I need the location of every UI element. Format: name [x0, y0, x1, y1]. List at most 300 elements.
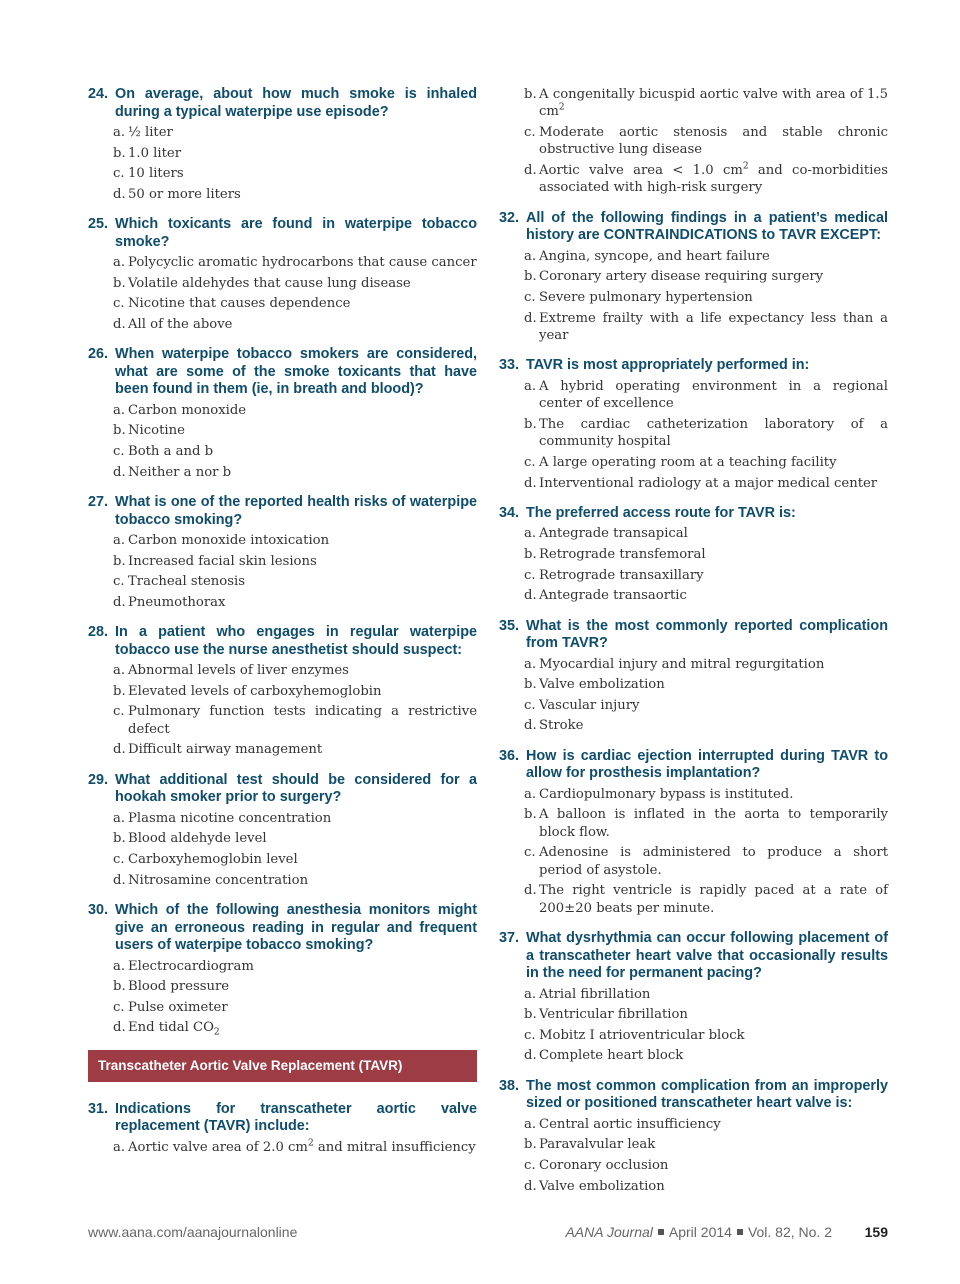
option-text	[539, 475, 888, 492]
option-text-main: Aortic valve area < 1.0 cm	[539, 163, 743, 178]
option-text-main: Carbon monoxide	[128, 402, 247, 418]
answer-options	[88, 402, 477, 481]
answer-options	[88, 124, 477, 203]
option-text-main: Extreme frailty with a life expectancy less than a year	[539, 310, 888, 343]
answer-option	[524, 567, 888, 584]
answer-option	[113, 464, 477, 481]
answer-option	[113, 594, 477, 611]
answer-option	[524, 454, 888, 471]
answer-option	[524, 1116, 888, 1133]
option-letter: c.	[524, 125, 536, 140]
option-text-main: Nicotine that causes dependence	[128, 296, 351, 312]
option-text	[128, 851, 477, 868]
answer-option	[524, 1027, 888, 1044]
option-letter: c.	[524, 845, 536, 861]
answer-options	[499, 378, 888, 492]
answer-options	[499, 86, 888, 197]
option-text	[539, 546, 888, 563]
answer-option	[113, 810, 477, 827]
option-letter: b.	[524, 807, 537, 823]
answer-option	[113, 958, 477, 975]
answer-option	[524, 86, 888, 121]
option-text	[128, 165, 477, 182]
question-text: What additional test should be considered for a hookah smoker prior to surgery?	[115, 771, 477, 806]
option-text-main: A large operating room at a teaching facility	[539, 454, 837, 470]
question-heading	[88, 86, 477, 121]
answer-option	[524, 1136, 888, 1153]
option-letter: a.	[113, 810, 126, 826]
question-block	[88, 494, 477, 611]
option-text	[128, 532, 477, 549]
option-letter: c.	[524, 1158, 536, 1174]
answer-option	[524, 676, 888, 693]
option-letter: d.	[524, 718, 537, 734]
option-letter: a.	[524, 378, 537, 394]
journal-name: AANA Journal	[565, 1224, 653, 1240]
question-block	[499, 748, 888, 917]
option-text	[128, 703, 477, 738]
option-letter: c.	[113, 999, 125, 1015]
option-letter: a.	[113, 663, 126, 679]
option-text-main: Plasma nicotine concentration	[128, 810, 332, 826]
question-number: 38.	[499, 1077, 520, 1094]
answer-option	[524, 525, 888, 542]
question-heading	[88, 494, 477, 529]
option-letter: d.	[113, 316, 126, 332]
option-text	[128, 275, 477, 292]
question-heading	[88, 216, 477, 251]
answer-options	[499, 248, 888, 345]
option-text-main: 1.0 liter	[128, 145, 182, 161]
answer-option	[113, 422, 477, 439]
option-text-main: Carbon monoxide intoxication	[128, 533, 330, 549]
question-text: What is one of the reported health risks of waterpipe tobacco smoking?	[115, 494, 477, 528]
answer-option	[113, 553, 477, 570]
answer-option	[113, 532, 477, 549]
answer-option	[524, 1047, 888, 1064]
option-text-main: Valve embolization	[539, 677, 665, 693]
question-block	[499, 618, 888, 735]
option-text-main: Central aortic insufficiency	[539, 1116, 721, 1132]
answer-options	[88, 810, 477, 889]
option-letter: d.	[113, 594, 126, 610]
option-text	[128, 422, 477, 439]
option-text-main: Pulse oximeter	[128, 999, 228, 1015]
option-text-main: Mobitz I atrioventricular block	[539, 1027, 745, 1043]
option-text	[128, 145, 477, 162]
option-text	[128, 683, 477, 700]
option-text-main: Moderate aortic stenosis and stable chronic obstructive lung disease	[539, 125, 888, 158]
right-column	[499, 86, 888, 1208]
option-letter: c.	[524, 567, 536, 583]
option-text-main: The right ventricle is rapidly paced at a rate of 200±20 beats per minute.	[539, 883, 888, 916]
answer-option	[113, 851, 477, 868]
option-text	[128, 553, 477, 570]
question-block	[88, 902, 477, 1037]
option-letter: b.	[524, 677, 537, 693]
question-number: 37.	[499, 930, 520, 947]
option-text-main: Adenosine is administered to produce a short period of asystole.	[539, 845, 888, 878]
option-text	[539, 676, 888, 693]
question-heading	[88, 772, 477, 807]
option-text	[539, 567, 888, 584]
option-letter: c.	[113, 704, 125, 720]
answer-option	[113, 186, 477, 203]
option-text-main: Pulmonary function tests indicating a restrictive defect	[128, 704, 477, 737]
option-letter: b.	[524, 1137, 537, 1153]
question-number: 36.	[499, 747, 520, 764]
question-block	[499, 1078, 888, 1195]
option-text-main: Angina, syncope, and heart failure	[539, 248, 770, 264]
question-heading	[499, 618, 888, 653]
answer-option	[113, 872, 477, 889]
option-text	[539, 656, 888, 673]
option-letter: b.	[113, 831, 126, 847]
option-letter: a.	[113, 255, 126, 271]
option-text	[539, 1006, 888, 1023]
option-text-main: All of the above	[128, 316, 233, 332]
answer-options	[88, 662, 477, 759]
answer-option	[113, 443, 477, 460]
answer-option	[113, 275, 477, 292]
option-letter: b.	[113, 423, 126, 439]
question-number: 26.	[88, 346, 109, 363]
footer-url[interactable]: www.aana.com/aanajournalonline	[88, 1224, 298, 1240]
option-text	[539, 1136, 888, 1153]
option-text-main: A congenitally bicuspid aortic valve with area of 1.5 cm	[539, 87, 888, 120]
superscript: 2	[742, 161, 749, 172]
answer-option	[524, 310, 888, 345]
option-text-main: Antegrade transapical	[539, 526, 688, 542]
superscript: 2	[558, 103, 565, 114]
question-block	[88, 216, 477, 333]
question-number: 28.	[88, 624, 109, 641]
answer-option	[524, 268, 888, 285]
option-text-main: Retrograde transfemoral	[539, 547, 706, 562]
square-bullet-icon	[658, 1229, 664, 1235]
option-text-main: Vascular injury	[539, 697, 640, 713]
answer-option	[524, 844, 888, 879]
answer-option	[113, 402, 477, 419]
answer-option	[113, 703, 477, 738]
option-text	[539, 697, 888, 714]
option-letter: b.	[524, 547, 537, 562]
page-number: 159	[864, 1224, 888, 1240]
question-block	[88, 86, 477, 203]
answer-options	[88, 532, 477, 611]
option-text	[539, 844, 888, 879]
option-text-main: Nitrosamine concentration	[128, 872, 309, 888]
option-letter: a.	[113, 533, 126, 549]
question-text: What dysrhythmia can occur following placement of a transcatheter heart valve that occasionally results in the need for permanent pacing?	[526, 930, 888, 982]
option-letter: a.	[113, 1139, 126, 1155]
question-block	[88, 624, 477, 759]
question-number: 35.	[499, 617, 520, 634]
option-text-main: Blood pressure	[128, 979, 230, 995]
option-text	[539, 289, 888, 306]
option-text-main: Both a and b	[128, 444, 214, 460]
option-text	[539, 1178, 888, 1195]
answer-option	[113, 316, 477, 333]
question-block	[88, 772, 477, 889]
option-text-main: 50 or more liters	[128, 186, 241, 202]
option-text-main: Paravalvular leak	[539, 1137, 656, 1153]
option-letter: d.	[524, 1178, 537, 1194]
question-heading	[88, 1101, 477, 1136]
option-letter: b.	[524, 87, 537, 102]
question-number: 32.	[499, 209, 520, 226]
option-text-main: Severe pulmonary hypertension	[539, 290, 753, 305]
answer-options	[499, 986, 888, 1065]
option-text-main: Electrocardiogram	[128, 958, 254, 974]
footer-citation	[565, 1224, 832, 1240]
option-text	[539, 124, 888, 159]
question-text: When waterpipe tobacco smokers are considered, what are some of the smoke toxicants that have been found in them (ie, in breath and blood)?	[115, 346, 477, 398]
option-letter: d.	[524, 883, 537, 899]
option-text	[539, 587, 888, 604]
option-text-main: Ventricular fibrillation	[539, 1007, 688, 1023]
option-letter: b.	[524, 416, 537, 432]
option-letter: c.	[113, 296, 125, 312]
option-letter: b.	[524, 1007, 537, 1023]
question-text: TAVR is most appropriately performed in:	[526, 357, 810, 374]
question-number: 30.	[88, 902, 109, 919]
option-text	[128, 741, 477, 758]
option-text-main: A hybrid operating environment in a regional center of excellence	[539, 378, 888, 412]
option-text	[539, 1027, 888, 1044]
option-letter: a.	[524, 986, 537, 1002]
option-text-main: Carboxyhemoglobin level	[128, 852, 298, 868]
answer-option	[113, 1019, 477, 1036]
option-text	[128, 958, 477, 975]
subscript: 2	[213, 1027, 220, 1038]
question-number: 31.	[88, 1100, 109, 1117]
issue-date: April 2014	[668, 1224, 732, 1240]
answer-option	[113, 830, 477, 847]
option-text-main: Stroke	[539, 718, 584, 734]
question-heading	[499, 748, 888, 783]
answer-option	[113, 295, 477, 312]
option-letter: a.	[524, 526, 537, 542]
option-text	[539, 162, 888, 197]
question-heading	[499, 930, 888, 983]
option-text-main: Pneumothorax	[128, 594, 226, 610]
option-text	[539, 806, 888, 841]
option-text	[128, 186, 477, 203]
option-letter: c.	[524, 1027, 536, 1043]
answer-option	[524, 378, 888, 413]
answer-option	[113, 683, 477, 700]
question-text: Indications for transcatheter aortic valve replacement (TAVR) include:	[115, 1100, 477, 1135]
option-letter: a.	[113, 125, 126, 140]
option-text	[128, 999, 477, 1016]
answer-option	[524, 124, 888, 159]
option-letter: c.	[113, 166, 125, 182]
option-letter: a.	[113, 958, 126, 974]
answer-option	[524, 1006, 888, 1023]
answer-option	[524, 546, 888, 563]
option-text	[128, 464, 477, 481]
answer-option	[113, 124, 477, 141]
option-text-main: Valve embolization	[539, 1178, 665, 1194]
left-column	[88, 86, 477, 1169]
answer-options	[499, 656, 888, 735]
answer-options	[499, 786, 888, 917]
option-text	[539, 378, 888, 413]
question-text: The preferred access route for TAVR is:	[526, 504, 796, 521]
answer-options	[499, 525, 888, 604]
option-text-main: Polycyclic aromatic hydrocarbons that cause cancer	[128, 255, 477, 271]
option-letter: d.	[524, 588, 537, 604]
question-block	[499, 86, 888, 197]
option-letter: b.	[113, 683, 126, 699]
option-letter: d.	[524, 163, 537, 178]
superscript: 2	[307, 1138, 314, 1149]
option-text-main: Interventional radiology at a major medical center	[539, 475, 878, 491]
option-letter: a.	[524, 248, 537, 264]
option-text-main: Antegrade transaortic	[539, 588, 687, 604]
answer-option	[113, 145, 477, 162]
option-text-main: Elevated levels of carboxyhemoglobin	[128, 683, 382, 699]
option-text	[539, 454, 888, 471]
option-text-main: Coronary occlusion	[539, 1158, 669, 1174]
question-number: 29.	[88, 771, 109, 788]
option-letter: d.	[113, 186, 126, 202]
question-number: 33.	[499, 357, 520, 374]
option-text	[539, 1116, 888, 1133]
option-text	[539, 416, 888, 451]
option-letter: d.	[524, 310, 537, 326]
answer-option	[113, 573, 477, 590]
option-text	[128, 662, 477, 679]
option-letter: b.	[113, 553, 126, 569]
option-text-main: End tidal CO	[128, 1020, 214, 1036]
option-text	[128, 316, 477, 333]
option-text-main: Complete heart block	[539, 1048, 684, 1064]
option-letter: d.	[524, 475, 537, 491]
answer-option	[524, 656, 888, 673]
question-block	[499, 357, 888, 492]
option-text	[539, 986, 888, 1003]
option-text-tail: and co-morbidities associated with high-risk surgery	[539, 163, 888, 196]
question-number: 25.	[88, 216, 109, 233]
question-text: All of the following findings in a patient’s medical history are CONTRAINDICATIONS to TAVR EXCEPT:	[526, 209, 888, 244]
volume-issue: Vol. 82, No. 2	[747, 1224, 832, 1240]
question-text: Which of the following anesthesia monitors might give an erroneous reading in regular and frequent users of waterpipe tobacco smoking?	[115, 902, 477, 954]
option-text	[539, 86, 888, 121]
option-text	[128, 295, 477, 312]
answer-option	[524, 986, 888, 1003]
option-text	[128, 124, 477, 141]
answer-option	[524, 786, 888, 803]
option-text	[539, 1157, 888, 1174]
answer-option	[524, 416, 888, 451]
question-heading	[499, 505, 888, 523]
answer-option	[524, 162, 888, 197]
question-number: 34.	[499, 504, 520, 521]
section-banner: Transcatheter Aortic Valve Replacement (TAVR)	[88, 1050, 477, 1082]
question-block	[88, 1101, 477, 1156]
option-text-main: Aortic valve area of 2.0 cm	[128, 1139, 308, 1155]
option-text	[539, 525, 888, 542]
option-text-main: Blood aldehyde level	[128, 831, 267, 847]
option-letter: c.	[524, 290, 536, 305]
option-text	[128, 402, 477, 419]
option-text-main: Coronary artery disease requiring surgery	[539, 269, 824, 285]
question-block	[88, 346, 477, 481]
answer-option	[524, 882, 888, 917]
answer-option	[113, 165, 477, 182]
option-text	[128, 573, 477, 590]
option-letter: c.	[113, 852, 125, 868]
question-text: In a patient who engages in regular waterpipe tobacco use the nurse anesthetist should suspect:	[115, 624, 477, 658]
option-letter: c.	[113, 574, 125, 590]
answer-options	[499, 1116, 888, 1195]
question-number: 24.	[88, 86, 109, 102]
option-letter: c.	[524, 454, 536, 470]
answer-option	[113, 999, 477, 1016]
option-text-main: Abnormal levels of liver enzymes	[128, 663, 349, 679]
option-text-main: Nicotine	[128, 423, 185, 439]
option-letter: c.	[524, 697, 536, 713]
answer-option	[524, 587, 888, 604]
question-text: Which toxicants are found in waterpipe tobacco smoke?	[115, 216, 477, 250]
question-block	[499, 930, 888, 1065]
question-text: On average, about how much smoke is inhaled during a typical waterpipe use episode?	[115, 86, 477, 120]
option-letter: d.	[524, 1048, 537, 1064]
option-text	[539, 1047, 888, 1064]
option-letter: d.	[113, 464, 126, 480]
answer-options	[88, 1139, 477, 1156]
option-text	[128, 1019, 477, 1036]
option-letter: d.	[113, 742, 126, 758]
option-text-main: Difficult airway management	[128, 742, 323, 758]
option-letter: a.	[524, 786, 537, 802]
answer-option	[113, 741, 477, 758]
option-letter: a.	[113, 402, 126, 418]
option-text-tail: and mitral insufficiency	[313, 1139, 476, 1155]
option-letter: a.	[524, 1116, 537, 1132]
question-heading	[88, 902, 477, 955]
option-text	[128, 1139, 477, 1156]
option-text	[539, 310, 888, 345]
option-text-main: 10 liters	[128, 166, 184, 182]
option-letter: b.	[113, 979, 126, 995]
option-text	[539, 717, 888, 734]
answer-option	[524, 289, 888, 306]
option-letter: c.	[113, 444, 125, 460]
question-text: How is cardiac ejection interrupted during TAVR to allow for prosthesis implantation?	[526, 747, 888, 782]
option-text	[128, 254, 477, 271]
answer-options	[88, 958, 477, 1037]
question-text: What is the most commonly reported complication from TAVR?	[526, 617, 888, 652]
answer-option	[524, 697, 888, 714]
answer-option	[113, 662, 477, 679]
question-heading	[499, 357, 888, 375]
option-text	[539, 268, 888, 285]
question-text: The most common complication from an improperly sized or positioned transcatheter heart valve is:	[526, 1077, 888, 1112]
answer-option	[524, 1178, 888, 1195]
option-text	[539, 248, 888, 265]
answer-option	[524, 248, 888, 265]
answer-option	[524, 806, 888, 841]
option-text	[128, 594, 477, 611]
option-text-main: Cardiopulmonary bypass is instituted.	[539, 786, 794, 802]
question-block	[499, 505, 888, 605]
option-letter: d.	[113, 1020, 126, 1036]
option-text-main: Retrograde transaxillary	[539, 567, 704, 583]
option-text	[128, 978, 477, 995]
